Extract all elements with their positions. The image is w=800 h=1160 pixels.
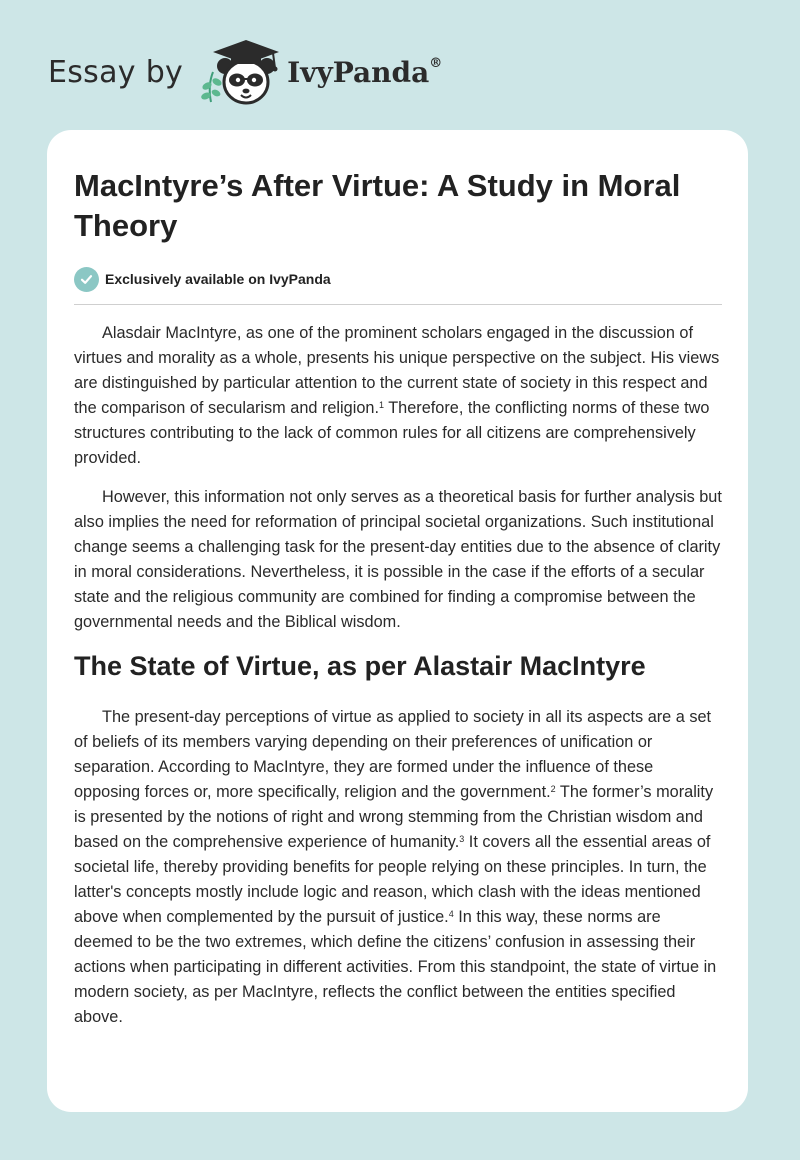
trademark-mark: ® (429, 56, 443, 72)
essay-by-label: Essay by (48, 54, 184, 90)
paragraph-text: The present-day perceptions of virtue as applied to society in all its aspects are a set of beliefs of its members varying depending on their preferences of unification or separation. According to MacIntyre, they are formed under the influence of these opposing forces or, more specifically, religion and the government. (74, 708, 712, 801)
paragraph-text: The former’s morality is presented by the notions of right and wrong stemming from the Christian wisdom and based on the comprehensive experience of humanity. (74, 783, 714, 851)
paragraph-text: It covers all the essential areas of societal life, thereby providing benefits for people relying on these principles. In turn, the latter's concepts mostly include logic and reason, which clash with the ideas mentioned above when complemented by the pursuit of justice. (74, 833, 711, 926)
footnote-marker: 3 (459, 834, 465, 844)
panda-graduate-icon (197, 36, 283, 108)
exclusive-badge-label: Exclusively available on IvyPanda (105, 271, 331, 287)
check-icon (74, 267, 99, 292)
site-header (48, 36, 442, 108)
section-heading: The State of Virtue, as per Alastair MacIntyre (74, 651, 646, 681)
virtue-section-body (74, 705, 722, 1030)
footnote-marker: 2 (550, 784, 556, 794)
paragraph-text: However, this information not only serves as a theoretical basis for further analysis but also implies the need for reformation of principal societal organizations. Such institutional change seems a challenging task for the present-day entities due to the absence of clarity in moral considerations. Nevertheless, it is possible in the case if the efforts of a secular state and the religious community are combined for finding a compromise between the governmental needs and the Biblical wisdom. (74, 488, 722, 631)
footnote-marker: 1 (378, 400, 384, 410)
divider (74, 304, 722, 305)
body-paragraph (74, 485, 722, 635)
intro-section (74, 321, 722, 635)
paragraph-text: Alasdair MacIntyre, as one of the prominent scholars engaged in the discussion of virtues and morality as a whole, presents his unique perspective on the subject. His views are distinguished by particular attention to the current state of society in this respect and the comparison of secularism and religion. (74, 324, 720, 417)
exclusive-badge (74, 266, 722, 292)
body-paragraph (74, 321, 722, 471)
body-paragraph (74, 705, 722, 1030)
brand-name: IvyPanda® (287, 55, 443, 89)
paragraph-text: In this way, these norms are deemed to be the two extremes, which define the citizens’ confusion in assessing their actions when participating in different activities. From this standpoint, the state of virtue in modern society, as per MacIntyre, reflects the conflict between the entities specified above. (74, 908, 717, 1026)
page-title: MacIntyre’s After Virtue: A Study in Moral Theory (74, 168, 681, 243)
paragraph-text: Therefore, the conflicting norms of these two structures contributing to the lack of common rules for all citizens are comprehensively provided. (74, 399, 710, 467)
footnote-marker: 4 (448, 909, 454, 919)
essay-card (47, 130, 748, 1112)
